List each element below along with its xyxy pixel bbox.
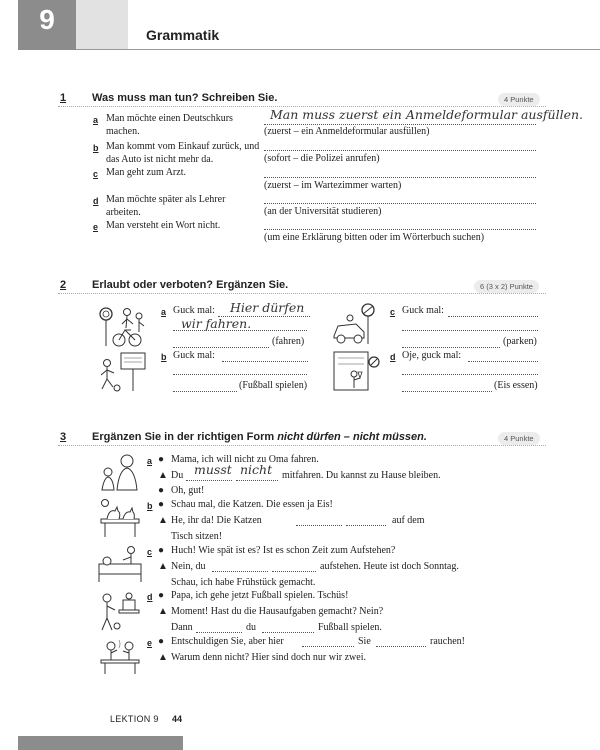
s3c-blank-2[interactable] bbox=[272, 571, 316, 572]
cats-table-icon bbox=[97, 497, 143, 539]
cyclists-bike-sign-icon bbox=[97, 302, 149, 348]
s3b-triangle-2: ▲ bbox=[158, 515, 168, 526]
s3a-line3: Oh, gut! bbox=[171, 485, 205, 496]
s3c-triangle-2: ▲ bbox=[158, 561, 168, 572]
s3c-line3: Schau, ich habe Frühstück gemacht. bbox=[171, 577, 316, 588]
s3a-line2-post: mitfahren. Du kannst zu Hause bleiben. bbox=[282, 470, 441, 481]
s2-line-b3[interactable] bbox=[173, 391, 237, 392]
s3b-line2-post: auf dem bbox=[392, 515, 425, 526]
s3c-blank-1[interactable] bbox=[212, 571, 268, 572]
s3e-bullet-1: ● bbox=[158, 636, 165, 647]
section2-number: 2 bbox=[60, 279, 67, 291]
s3e-line1-post: rauchen! bbox=[430, 636, 465, 647]
s3e-line1-mid: Sie bbox=[358, 636, 371, 647]
s1-hint-b: (sofort – die Polizei anrufen) bbox=[264, 153, 380, 164]
s1-answer-line-d[interactable] bbox=[264, 203, 536, 204]
parked-car-sign-icon bbox=[330, 302, 382, 346]
s3d-blank-2[interactable] bbox=[262, 632, 314, 633]
section1-title: Was muss man tun? Schreiben Sie. bbox=[92, 92, 278, 104]
s3-letter-a: a bbox=[147, 456, 153, 466]
s1-question-b: Man kommt vom Einkauf zurück, und das Auto ist nicht mehr da. bbox=[106, 141, 260, 165]
s3a-bullet-1: ● bbox=[158, 454, 165, 465]
s3b-line2-pre: He, ihr da! Die Katzen bbox=[171, 515, 262, 526]
s1-question-a: Man möchte einen Deutschkurs machen. bbox=[106, 113, 233, 137]
s2-hint-d: (Eis essen) bbox=[494, 380, 538, 391]
smokers-bench-icon bbox=[97, 636, 143, 676]
s2-prefix-a: Guck mal: bbox=[173, 305, 215, 316]
s3d-line3-post: Fußball spielen. bbox=[318, 622, 382, 633]
s2-example-a2: wir fahren. bbox=[181, 316, 252, 331]
s1-letter-c: c bbox=[93, 169, 99, 179]
s3a-answer-2: nicht bbox=[240, 462, 273, 477]
footer-bar bbox=[18, 736, 183, 750]
title-band bbox=[76, 0, 128, 50]
section2-divider bbox=[58, 293, 546, 294]
s1-letter-e: e bbox=[93, 222, 99, 232]
s3b-bullet-1: ● bbox=[158, 499, 165, 510]
s3a-blank-1[interactable] bbox=[186, 480, 232, 481]
s1-letter-d: d bbox=[93, 196, 99, 206]
s2-line-d1[interactable] bbox=[468, 361, 538, 362]
s3c-line2-pre: Nein, du bbox=[171, 561, 206, 572]
s3b-blank-2[interactable] bbox=[346, 525, 386, 526]
footer-lesson: LEKTION 9 bbox=[110, 714, 159, 724]
section3-title-plain: Ergänzen Sie in der richtigen Form bbox=[92, 431, 278, 443]
s3a-line1: Mama, ich will nicht zu Oma fahren. bbox=[171, 454, 319, 465]
s1-answer-line-b[interactable] bbox=[264, 150, 536, 151]
s3b-line3: Tisch sitzen! bbox=[171, 531, 223, 542]
s3e-blank-2[interactable] bbox=[376, 646, 426, 647]
section3-divider bbox=[58, 445, 546, 446]
s3d-blank-1[interactable] bbox=[196, 632, 242, 633]
s2-hint-a: (fahren) bbox=[272, 336, 305, 347]
s3e-triangle-2: ▲ bbox=[158, 652, 168, 663]
s2-hint-c: (parken) bbox=[503, 336, 537, 347]
s3e-blank-1[interactable] bbox=[302, 646, 354, 647]
ice-cream-sign-icon bbox=[330, 348, 382, 394]
s3a-line2-pre: Du bbox=[171, 470, 184, 481]
s1-hint-c: (zuerst – im Wartezimmer warten) bbox=[264, 180, 402, 191]
s3e-line2: Warum denn nicht? Hier sind doch nur wir zwei. bbox=[171, 652, 366, 663]
s3d-line2: Moment! Hast du die Hausaufgaben gemacht? Nein? bbox=[171, 606, 384, 617]
s3a-blank-2[interactable] bbox=[236, 480, 278, 481]
s2-line-b1[interactable] bbox=[222, 361, 308, 362]
s2-prefix-b: Guck mal: bbox=[173, 350, 215, 361]
s3-letter-b: b bbox=[147, 501, 153, 511]
s2-letter-a: a bbox=[161, 307, 167, 317]
s2-line-d2[interactable] bbox=[402, 374, 538, 375]
s1-answer-line-c[interactable] bbox=[264, 177, 536, 178]
s1-letter-b: b bbox=[93, 143, 99, 153]
father-son-icon bbox=[97, 590, 143, 632]
s2-letter-b: b bbox=[161, 352, 167, 362]
s3d-line3-mid: du bbox=[246, 622, 256, 633]
s2-letter-c: c bbox=[390, 307, 396, 317]
s2-letter-d: d bbox=[390, 352, 396, 362]
header-rule bbox=[76, 49, 600, 50]
s3-letter-d: d bbox=[147, 592, 153, 602]
s3b-blank-1[interactable] bbox=[296, 525, 342, 526]
s2-line-c3[interactable] bbox=[402, 347, 500, 348]
s2-line-c1[interactable] bbox=[448, 316, 538, 317]
s3d-line3-pre: Dann bbox=[171, 622, 193, 633]
s1-example-answer: Man muss zuerst ein Anmeldeformular ausfüllen. bbox=[270, 107, 583, 122]
footer-page-number: 44 bbox=[172, 714, 183, 724]
s1-answer-line-a[interactable] bbox=[264, 124, 536, 125]
s1-question-e: Man versteht ein Wort nicht. bbox=[106, 220, 221, 231]
s3a-bullet-3: ● bbox=[158, 485, 165, 496]
section2-points-badge: 6 (3 x 2) Punkte bbox=[474, 280, 539, 293]
football-players-sign-icon bbox=[97, 351, 149, 393]
section3-number: 3 bbox=[60, 431, 67, 443]
s3d-bullet-1: ● bbox=[158, 590, 165, 601]
s2-line-d3[interactable] bbox=[402, 391, 492, 392]
s2-line-a3[interactable] bbox=[173, 347, 269, 348]
section1-points-badge: 4 Punkte bbox=[498, 93, 540, 106]
s3c-bullet-1: ● bbox=[158, 545, 165, 556]
s2-line-c2[interactable] bbox=[402, 330, 538, 331]
section3-title-italic: nicht dürfen – nicht müssen. bbox=[277, 431, 427, 443]
s1-question-d: Man möchte später als Lehrer arbeiten. bbox=[106, 194, 226, 218]
s3c-line2-post: aufstehen. Heute ist doch Sonntag. bbox=[320, 561, 459, 572]
s3a-answer-1: musst bbox=[194, 462, 232, 477]
s3a-triangle-2: ▲ bbox=[158, 470, 168, 481]
mother-child-icon bbox=[97, 452, 143, 492]
s1-question-c: Man geht zum Arzt. bbox=[106, 167, 186, 178]
page-title: Grammatik bbox=[146, 27, 220, 43]
section1-number: 1 bbox=[60, 92, 67, 104]
s3c-line1: Huch! Wie spät ist es? Ist es schon Zeit zum Aufstehen? bbox=[171, 545, 396, 556]
s1-answer-line-e[interactable] bbox=[264, 229, 536, 230]
s3d-triangle-2: ▲ bbox=[158, 606, 168, 617]
s2-prefix-d: Oje, guck mal: bbox=[402, 350, 462, 361]
s1-hint-e: (um eine Erklärung bitten oder im Wörterbuch suchen) bbox=[264, 232, 485, 243]
section3-points-badge: 4 Punkte bbox=[498, 432, 540, 445]
s2-hint-b: (Fußball spielen) bbox=[239, 380, 308, 391]
s1-hint-a: (zuerst – ein Anmeldeformular ausfüllen) bbox=[264, 126, 430, 137]
s2-line-b2[interactable] bbox=[173, 374, 307, 375]
s2-example-a1: Hier dürfen bbox=[230, 300, 305, 315]
s3e-line1-pre: Entschuldigen Sie, aber hier bbox=[171, 636, 284, 647]
s2-prefix-c: Guck mal: bbox=[402, 305, 444, 316]
s1-hint-d: (an der Universität studieren) bbox=[264, 206, 382, 217]
s3-letter-e: e bbox=[147, 638, 153, 648]
s3-letter-c: c bbox=[147, 547, 153, 557]
section2-title: Erlaubt oder verboten? Ergänzen Sie. bbox=[92, 279, 289, 291]
s1-letter-a: a bbox=[93, 115, 99, 125]
s3b-line1: Schau mal, die Katzen. Die essen ja Eis! bbox=[171, 499, 333, 510]
s3d-line1: Papa, ich gehe jetzt Fußball spielen. Tschüs! bbox=[171, 590, 349, 601]
section3-title bbox=[92, 431, 427, 443]
chapter-number: 9 bbox=[39, 4, 55, 35]
bed-breakfast-icon bbox=[97, 544, 143, 586]
